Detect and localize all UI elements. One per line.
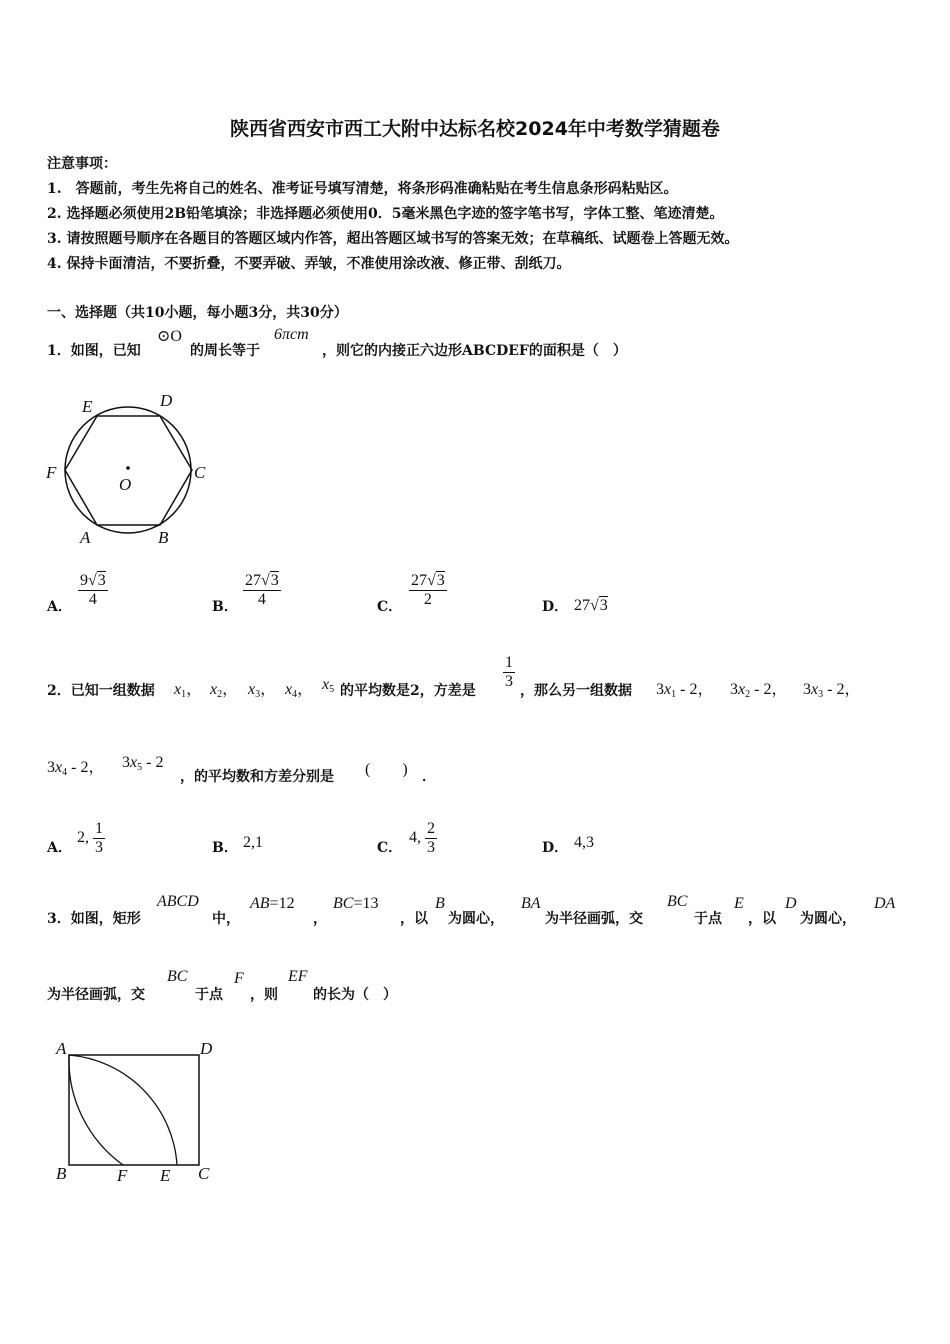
q3-e: E [734,895,744,912]
label-b: B [158,528,169,547]
q3-line2-a: 为半径画弧，交 [47,987,145,1003]
q3-t2: ， [313,911,327,927]
q1-option-b-value: 27√3 4 [245,572,279,608]
arc-b-center [69,1055,177,1165]
q3-bc2: BC [667,893,688,910]
q3-f: F [234,970,244,987]
q3-bc3: BC [167,968,188,985]
q2-period: ． [422,769,436,785]
q2-tail: ，的平均数和方差分别是 [180,769,334,785]
q2-option-b-value: 2,1 [243,834,263,851]
q2-y4: $3x_4 - 2$， [47,759,105,778]
label-e: E [82,397,93,416]
section-heading: 一、选择题（共10小题，每小题3分，共30分） [47,305,348,321]
page-title: 陕西省西安市西工大附中达标名校2024年中考数学猜题卷 [230,118,720,140]
q3-da: DA [874,895,896,912]
q1-option-a-label: A． [47,599,72,615]
q2-x2: $x_2$， [210,681,239,700]
rectangle-abcd [69,1055,199,1165]
q3-rectangle-figure [50,1035,230,1195]
q3-line2-b: 于点 [195,987,223,1003]
q3-d: D [785,895,797,912]
q2-option-b-label: B． [212,840,238,856]
q1-suffix: ，则它的内接正六边形ABCDEF的面积是（ ） [322,343,627,359]
q2-prefix: 2．已知一组数据 [47,683,155,699]
label-d: D [160,391,173,410]
q1-option-c-label: C． [377,599,403,615]
q2-y3: $3x_3 - 2$， [803,681,861,700]
q2-x4: $x_4$， [285,681,314,700]
q3-t7: ，以 [748,911,776,927]
q2-option-c-value: 4, $\frac{2}{3}$ [409,820,435,856]
q3-t3: ，以 [400,911,428,927]
fig3-label-d: D [200,1039,213,1058]
q1-option-b-label: B． [212,599,238,615]
q1-option-a-value: 9√3 4 [80,572,106,608]
circle-o [65,407,191,533]
q3-t6: 于点 [694,911,722,927]
label-f: F [46,463,57,482]
hexagon-abcdef [65,416,192,525]
q2-x5: $x_5$ [322,676,335,695]
q1-hexagon-figure [40,390,220,550]
center-point [126,466,130,470]
q3-line2-c: ，则 [250,987,278,1003]
q1-option-d-value: 27√3 [574,597,608,614]
q2-x3: $x_3$， [248,681,277,700]
q3-ba: BA [521,895,541,912]
label-a: A [80,528,91,547]
q1-option-c-value: 27√3 2 [411,572,445,608]
q2-variance-value: 1 3 [505,654,513,690]
q2-y5: $3x_5 - 2$ [122,754,164,773]
notice-heading: 注意事项： [47,156,117,172]
q3-b: B [435,895,445,912]
fig3-label-a: A [56,1039,67,1058]
fig3-label-e: E [160,1166,171,1185]
q2-option-c-label: C． [377,840,403,856]
q2-x1: $x_1$， [174,681,203,700]
q1-prefix: 1．如图，已知 [47,343,141,359]
notice-item-2: 2. 选择题必须使用2B铅笔填涂；非选择题必须使用0．5毫米黑色字迹的签字笔书写，字体工整、笔迹清楚。 [47,206,724,222]
fig3-label-b: B [56,1164,67,1183]
q3-prefix: 3．如图，矩形 [47,911,141,927]
q2-y2: $3x_2 - 2$， [730,681,788,700]
q3-t8: 为圆心， [800,911,856,927]
q2-mid: ，那么另一组数据 [520,683,632,699]
q3-t4: 为圆心， [448,911,504,927]
q3-t1: 中， [212,911,240,927]
q1-option-d-label: D． [542,599,569,615]
q1-circle-symbol: ⊙O [157,328,182,345]
q3-bc: BC=13 [333,895,379,912]
q2-option-a-label: A． [47,840,72,856]
notice-item-1: 1. 答题前，考生先将自己的姓名、准考证号填写清楚，将条形码准确粘贴在考生信息条形码粘贴区。 [47,181,678,197]
q3-rect: ABCD [157,893,199,910]
notice-item-3: 3. 请按照题号顺序在各题目的答题区域内作答，超出答题区域书写的答案无效；在草稿纸、试题卷上答题无效。 [47,231,739,247]
fig3-label-c: C [198,1164,210,1183]
q3-ab: AB=12 [250,895,295,912]
q2-option-a-value: 2, $\frac{1}{3}$ [77,820,103,856]
q2-mean-text: 的平均数是2，方差是 [340,683,476,699]
q1-perimeter: 6πcm [274,326,309,343]
q3-t5: 为半径画弧，交 [545,911,643,927]
arc-d-center [69,1055,123,1165]
q3-ef: EF [288,968,308,985]
label-o: O [119,475,132,494]
notice-item-4: 4. 保持卡面清洁，不要折叠，不要弄破、弄皱，不准使用涂改液、修正带、刮纸刀。 [47,256,571,272]
label-c: C [194,463,206,482]
q3-line2-d: 的长为（ ） [313,987,397,1003]
q2-option-d-value: 4,3 [574,834,594,851]
q2-answer-paren: ( ) [365,761,408,778]
q2-y1: $3x_1 - 2$， [656,681,714,700]
q2-option-d-label: D． [542,840,569,856]
fig3-label-f: F [117,1166,128,1185]
q1-mid: 的周长等于 [190,343,260,359]
